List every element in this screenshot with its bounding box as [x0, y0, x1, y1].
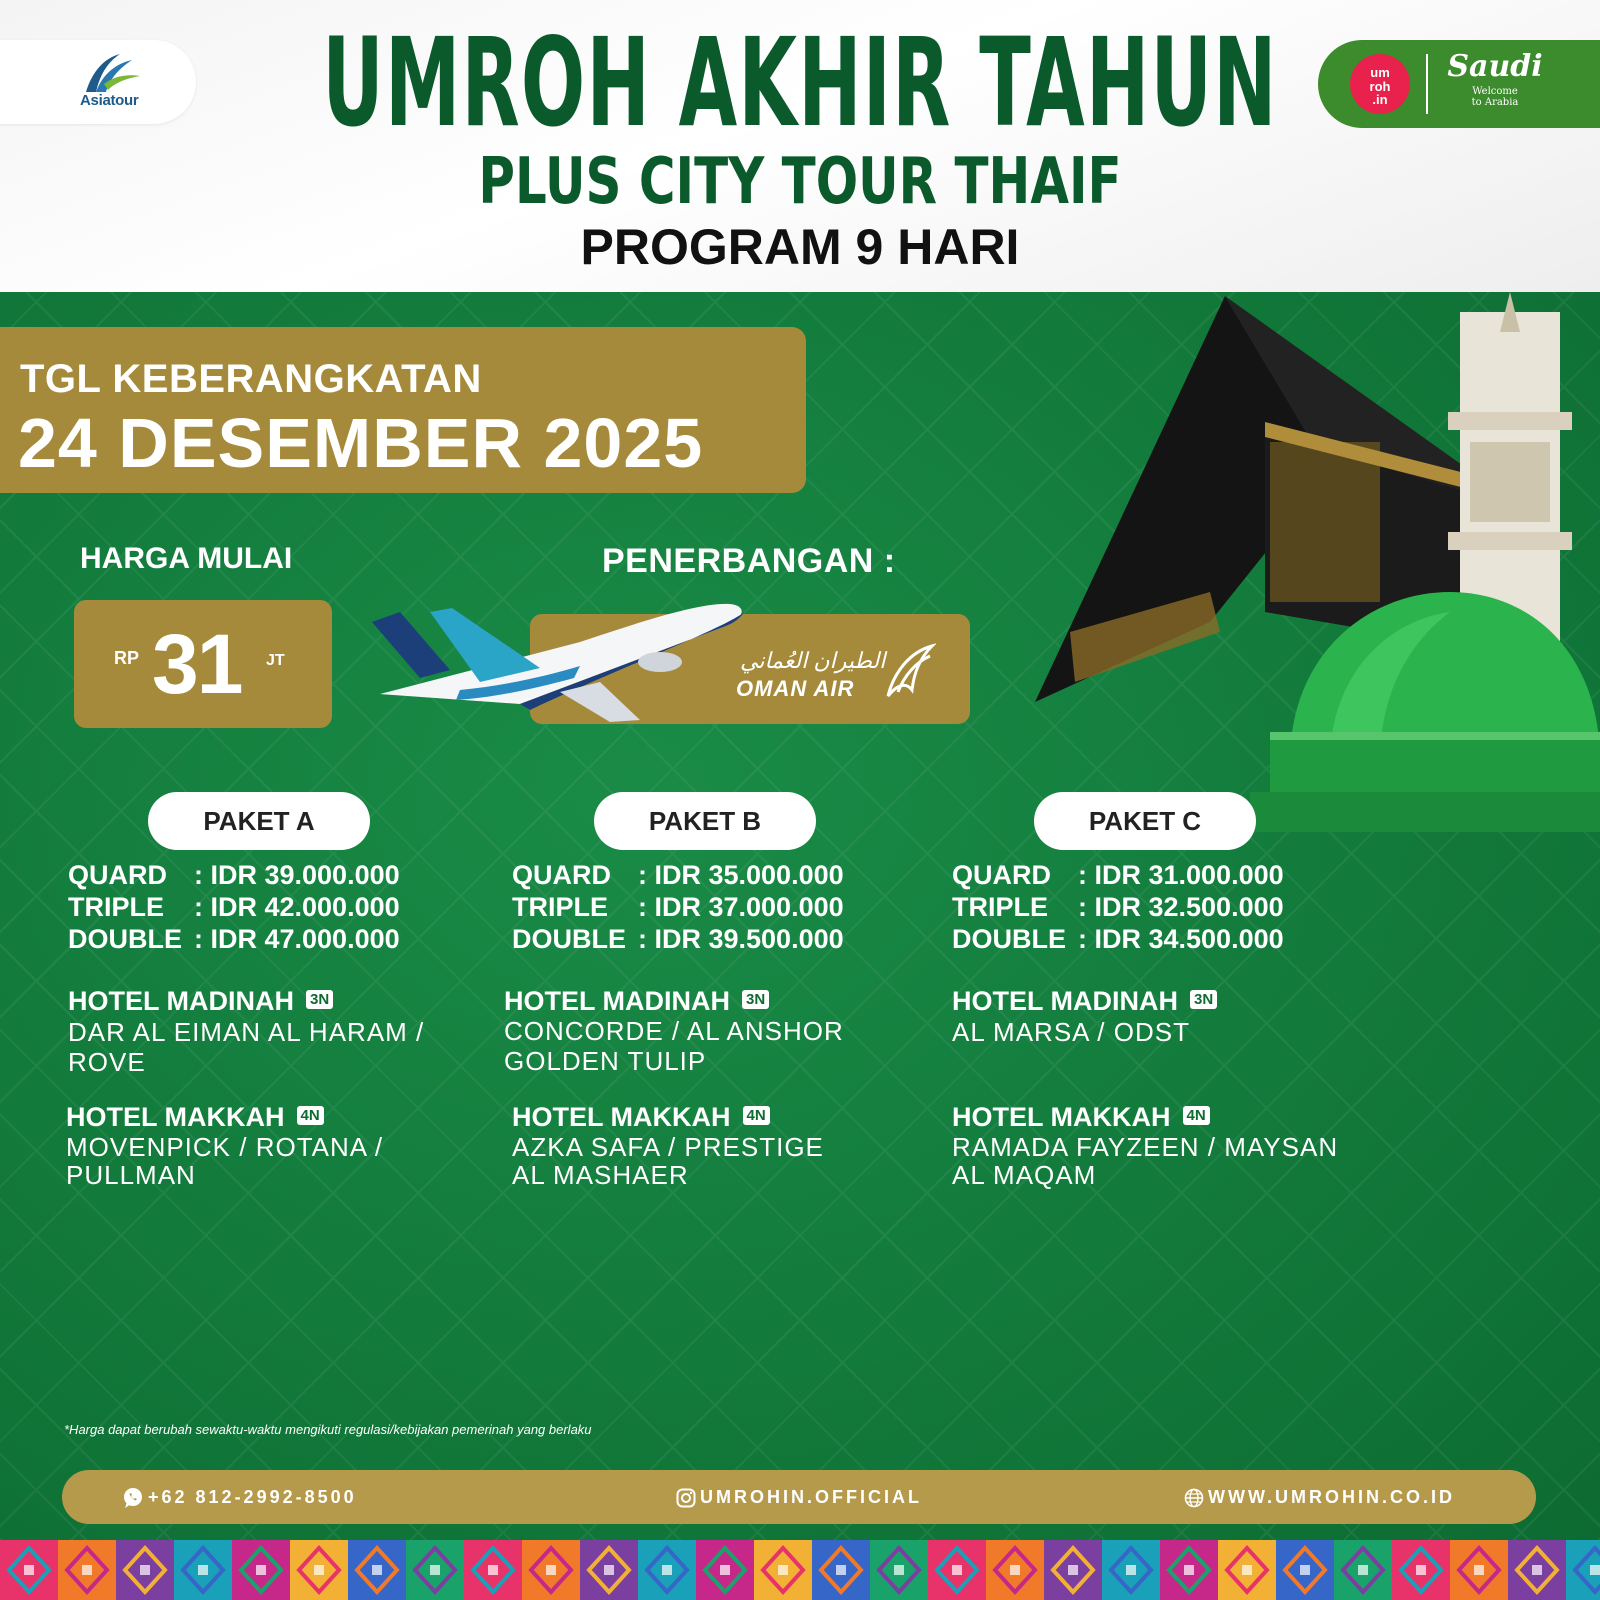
saudi-logo-word: Saudi	[1447, 49, 1543, 84]
price-row	[952, 892, 1284, 923]
departure-label: TGL KEBERANGKATAN	[20, 357, 482, 401]
pattern-tile	[580, 1540, 638, 1600]
room-price: : IDR 47.000.000	[194, 924, 400, 954]
pattern-tile	[58, 1540, 116, 1600]
hotel-name: ROVE	[68, 1047, 146, 1077]
room-type: TRIPLE	[68, 892, 165, 922]
hotel-madinah-label: HOTEL MADINAH	[68, 986, 294, 1016]
price-row	[512, 860, 844, 891]
badge-divider	[1426, 54, 1428, 114]
package-a-tab: PAKET A	[148, 792, 370, 850]
pattern-tile	[870, 1540, 928, 1600]
room-price: : IDR 39.500.000	[638, 924, 844, 954]
contact-instagram[interactable]	[676, 1470, 922, 1524]
price-row	[512, 924, 844, 955]
hotel-makkah-label: HOTEL MAKKAH	[512, 1102, 731, 1132]
pattern-tile	[754, 1540, 812, 1600]
main-title: UMROH AKHIR TAHUN	[322, 12, 1278, 154]
contact-phone[interactable]	[122, 1470, 357, 1524]
pattern-tile	[1276, 1540, 1334, 1600]
hotel-name: GOLDEN TULIP	[504, 1046, 707, 1076]
pattern-tile	[696, 1540, 754, 1600]
hotel-name: PULLMAN	[66, 1160, 196, 1190]
umrohin-logo-line: um	[1370, 65, 1390, 80]
pattern-tile	[348, 1540, 406, 1600]
instagram-handle: UMROHIN.OFFICIAL	[700, 1487, 922, 1507]
oman-air-emblem-icon	[880, 642, 936, 702]
umrohin-logo-line: roh	[1369, 78, 1391, 94]
price-row	[952, 860, 1284, 891]
departure-date: 24 DESEMBER 2025	[18, 404, 704, 482]
price-row	[68, 860, 400, 891]
room-type: TRIPLE	[512, 892, 609, 922]
pattern-tile	[1566, 1540, 1600, 1600]
instagram-icon	[676, 1488, 696, 1508]
pattern-tile	[928, 1540, 986, 1600]
hotel-name: CONCORDE / AL ANSHOR	[504, 1016, 844, 1046]
nights-badge: 4N	[1183, 1106, 1210, 1125]
asiatour-logo	[0, 40, 196, 124]
hotel-name: MOVENPICK / ROTANA /	[66, 1132, 384, 1162]
room-type: QUARD	[512, 860, 611, 890]
pattern-tile	[232, 1540, 290, 1600]
kaaba-and-mosque-illustration	[1030, 292, 1600, 832]
room-price: : IDR 37.000.000	[638, 892, 844, 922]
pattern-tile	[406, 1540, 464, 1600]
hotel-makkah-label: HOTEL MAKKAH	[952, 1102, 1171, 1132]
price-unit: JT	[266, 652, 285, 669]
saudi-tagline-line: to Arabia	[1471, 97, 1519, 108]
hotel-makkah-heading	[512, 1102, 770, 1133]
decorative-footer-pattern	[0, 1540, 1600, 1600]
hotel-name: AL MAQAM	[952, 1160, 1097, 1190]
umrohin-logo-line: .in	[1372, 92, 1388, 108]
price-row	[68, 924, 400, 955]
hotel-name: DAR AL EIMAN AL HARAM /	[68, 1017, 425, 1047]
price-disclaimer: *Harga dapat berubah sewaktu-waktu mengikuti regulasi/kebijakan pemerinah yang berlaku	[64, 1422, 592, 1437]
room-price: : IDR 39.000.000	[194, 860, 400, 890]
phone-number: +62 812-2992-8500	[148, 1487, 357, 1507]
hotel-makkah-heading	[952, 1102, 1210, 1133]
departure-box	[0, 327, 806, 493]
saudi-tagline-line: Welcome	[1472, 86, 1518, 97]
pattern-tile	[116, 1540, 174, 1600]
saudi-logo-tagline	[1440, 86, 1550, 108]
hotel-name: AL MARSA / ODST	[952, 1017, 1190, 1047]
hotel-makkah-heading	[66, 1102, 324, 1133]
asiatour-logo-text: Asiatour	[80, 92, 139, 109]
nights-badge: 4N	[297, 1106, 324, 1125]
contact-bar	[62, 1470, 1536, 1524]
price-start-box	[74, 600, 332, 728]
nights-badge: 4N	[743, 1106, 770, 1125]
pattern-tile	[290, 1540, 348, 1600]
hotel-makkah-label: HOTEL MAKKAH	[66, 1102, 285, 1132]
airplane-icon	[360, 582, 750, 722]
price-row	[952, 924, 1284, 955]
pattern-tile	[1392, 1540, 1450, 1600]
contact-website[interactable]	[1184, 1470, 1455, 1524]
pattern-tile	[1102, 1540, 1160, 1600]
pattern-tile	[174, 1540, 232, 1600]
room-price: : IDR 32.500.000	[1078, 892, 1284, 922]
pattern-tile	[1044, 1540, 1102, 1600]
pattern-tile	[1450, 1540, 1508, 1600]
hotel-madinah-heading	[68, 986, 333, 1017]
price-start-label: HARGA MULAI	[80, 542, 293, 575]
main-panel	[0, 292, 1600, 1540]
umrohin-logo	[1350, 54, 1410, 114]
room-type: DOUBLE	[68, 924, 182, 954]
program-duration: PROGRAM 9 HARI	[580, 219, 1020, 275]
room-type: QUARD	[952, 860, 1051, 890]
hotel-madinah-label: HOTEL MADINAH	[952, 986, 1178, 1016]
pattern-tile	[464, 1540, 522, 1600]
pattern-tile	[986, 1540, 1044, 1600]
nights-badge: 3N	[306, 990, 333, 1009]
price-currency: RP	[114, 648, 140, 668]
airline-arabic-name: الطيران العُماني	[740, 648, 886, 673]
pattern-tile	[522, 1540, 580, 1600]
price-row	[68, 892, 400, 923]
whatsapp-icon	[122, 1487, 144, 1509]
header	[0, 0, 1600, 292]
airline-name: OMAN AIR	[736, 676, 855, 701]
subtitle: PLUS CITY TOUR THAIF	[478, 145, 1122, 219]
hotel-madinah-heading	[952, 986, 1217, 1017]
package-b-tab: PAKET B	[594, 792, 816, 850]
room-price: : IDR 35.000.000	[638, 860, 844, 890]
pattern-tile	[1218, 1540, 1276, 1600]
pattern-tile	[1508, 1540, 1566, 1600]
room-type: QUARD	[68, 860, 167, 890]
pattern-tile	[812, 1540, 870, 1600]
partner-badge	[1318, 40, 1600, 128]
hotel-name: RAMADA FAYZEEN / MAYSAN	[952, 1132, 1339, 1162]
saudi-logo	[1440, 49, 1550, 116]
nights-badge: 3N	[1190, 990, 1217, 1009]
pattern-tile	[1334, 1540, 1392, 1600]
room-type: TRIPLE	[952, 892, 1049, 922]
pattern-tile	[0, 1540, 58, 1600]
price-row	[512, 892, 844, 923]
pattern-tile	[1160, 1540, 1218, 1600]
package-c-tab: PAKET C	[1034, 792, 1256, 850]
room-price: : IDR 34.500.000	[1078, 924, 1284, 954]
room-price: : IDR 31.000.000	[1078, 860, 1284, 890]
globe-icon	[1184, 1488, 1204, 1508]
room-price: : IDR 42.000.000	[194, 892, 400, 922]
room-type: DOUBLE	[952, 924, 1066, 954]
hotel-madinah-heading	[504, 986, 769, 1017]
asiatour-wing-icon	[82, 52, 142, 94]
hotel-madinah-label: HOTEL MADINAH	[504, 986, 730, 1016]
website-url: WWW.UMROHIN.CO.ID	[1208, 1487, 1455, 1507]
price-value: 31	[152, 617, 242, 711]
hotel-name: AZKA SAFA / PRESTIGE	[512, 1132, 824, 1162]
nights-badge: 3N	[742, 990, 769, 1009]
pattern-tile	[638, 1540, 696, 1600]
hotel-name: AL MASHAER	[512, 1160, 689, 1190]
room-type: DOUBLE	[512, 924, 626, 954]
flight-label: PENERBANGAN :	[602, 542, 896, 580]
